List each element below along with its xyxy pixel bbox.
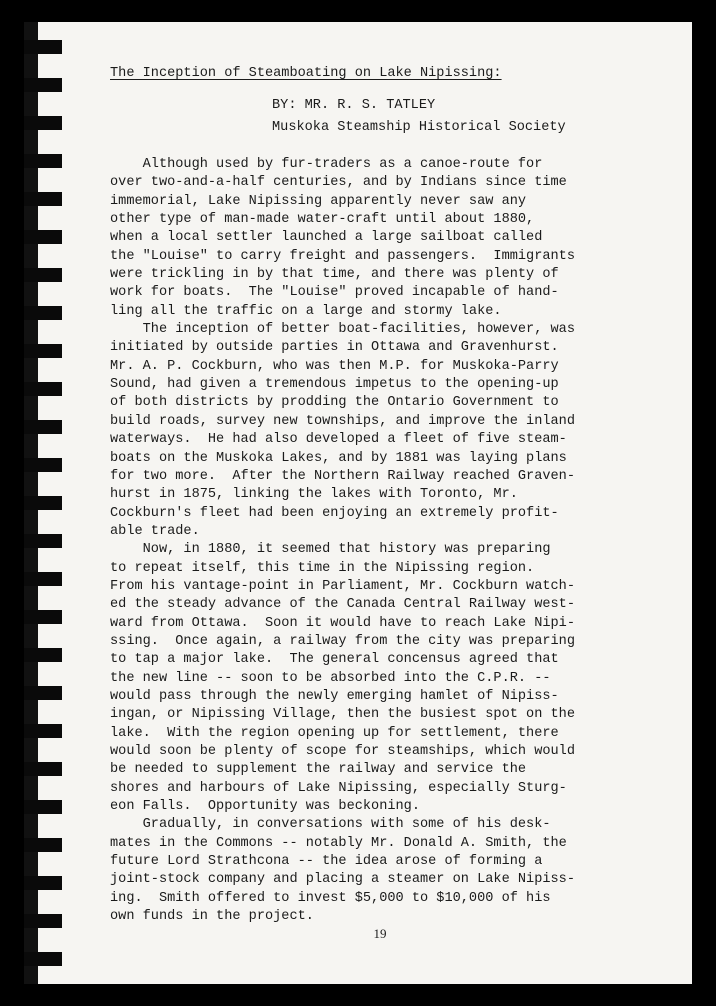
body-line: ling all the traffic on a large and stormy lake. bbox=[110, 303, 502, 319]
binding-tab bbox=[24, 572, 62, 586]
body-line: the "Louise" to carry freight and passengers. Immigrants bbox=[110, 248, 575, 264]
body-line: be needed to supplement the railway and service the bbox=[110, 762, 527, 778]
binding-tab bbox=[24, 458, 62, 472]
body-line: Sound, had given a tremendous impetus to the opening-up bbox=[110, 377, 559, 393]
body-line: would pass through the newly emerging hamlet of Nipiss- bbox=[110, 688, 559, 704]
body-line: able trade. bbox=[110, 523, 200, 539]
body-line: for two more. After the Northern Railway reached Graven- bbox=[110, 468, 575, 484]
binding-tab bbox=[24, 344, 62, 358]
binding-tab bbox=[24, 876, 62, 890]
binding-tab bbox=[24, 914, 62, 928]
body-line: other type of man-made water-craft until about 1880, bbox=[110, 212, 535, 228]
body-line: over two-and-a-half centuries, and by Indians since time bbox=[110, 175, 567, 191]
body-line: boats on the Muskoka Lakes, and by 1881 was laying plans bbox=[110, 450, 567, 466]
body-line: of both districts by prodding the Ontario Government to bbox=[110, 395, 559, 411]
body-line: eon Falls. Opportunity was beckoning. bbox=[110, 799, 420, 815]
body-line: From his vantage-point in Parliament, Mr. Cockburn watch- bbox=[110, 578, 575, 594]
body-line: would soon be plenty of scope for steamships, which would bbox=[110, 744, 575, 759]
body-line: to tap a major lake. The general concensus agreed that bbox=[110, 652, 559, 668]
body-line: waterways. He had also developed a fleet of five steam- bbox=[110, 432, 567, 448]
binding-tab bbox=[24, 154, 62, 168]
author-line: BY: MR. R. S. TATLEY bbox=[272, 98, 436, 113]
body-line: Although used by fur-traders as a canoe-route for bbox=[110, 157, 543, 172]
body-line: Gradually, in conversations with some of his desk- bbox=[110, 817, 551, 833]
body-line: build roads, survey new townships, and improve the inland bbox=[110, 413, 575, 429]
page-number: 19 bbox=[373, 926, 387, 941]
body-line: lake. With the region opening up for settlement, there bbox=[110, 725, 559, 741]
body-line: Cockburn's fleet had been enjoying an extremely profit- bbox=[110, 505, 559, 521]
binding-tab bbox=[24, 230, 62, 244]
body-line: hurst in 1875, linking the lakes with Toronto, Mr. bbox=[110, 487, 518, 503]
body-line: future Lord Strathcona -- the idea arose of forming a bbox=[110, 854, 543, 870]
body-line: ssing. Once again, a railway from the city was preparing bbox=[110, 633, 575, 649]
body-line: shores and harbours of Lake Nipissing, especially Sturg- bbox=[110, 780, 567, 796]
body-line: immemorial, Lake Nipissing apparently never saw any bbox=[110, 193, 527, 209]
body-line: ward from Ottawa. Soon it would have to reach Lake Nipi- bbox=[110, 615, 575, 631]
binding-tab bbox=[24, 268, 62, 282]
binding-tab bbox=[24, 306, 62, 320]
binding-tab bbox=[24, 40, 62, 54]
binding-tab bbox=[24, 496, 62, 510]
binding-tab bbox=[24, 610, 62, 624]
binding-tab bbox=[24, 534, 62, 548]
body-line: were trickling in by that time, and there was plenty of bbox=[110, 267, 559, 283]
body-line: ing. Smith offered to invest $5,000 to $10,000 of his bbox=[110, 890, 551, 906]
binding-tab bbox=[24, 192, 62, 206]
body-line: when a local settler launched a large sailboat called bbox=[110, 230, 543, 246]
body-line: Mr. A. P. Cockburn, who was then M.P. for Muskoka-Parry bbox=[110, 358, 559, 374]
binding-tab bbox=[24, 724, 62, 738]
spiral-binding bbox=[24, 22, 68, 984]
body-line: joint-stock company and placing a steamer on Lake Nipiss- bbox=[110, 872, 575, 888]
binding-tab bbox=[24, 420, 62, 434]
body-line: the new line -- soon to be absorbed into the C.P.R. -- bbox=[110, 670, 551, 686]
article-title: The Inception of Steamboating on Lake Nipissing: bbox=[110, 66, 502, 81]
body-line: The inception of better boat-facilities, however, was bbox=[110, 322, 575, 338]
binding-tab bbox=[24, 78, 62, 92]
binding-tab bbox=[24, 648, 62, 662]
body-line: work for boats. The "Louise" proved incapable of hand- bbox=[110, 285, 559, 301]
body-line: ingan, or Nipissing Village, then the busiest spot on the bbox=[110, 707, 575, 723]
body-line: initiated by outside parties in Ottawa and Gravenhurst. bbox=[110, 340, 559, 356]
binding-tab bbox=[24, 838, 62, 852]
body-line: Now, in 1880, it seemed that history was preparing bbox=[110, 542, 551, 558]
document-page bbox=[24, 22, 692, 984]
body-line: ed the steady advance of the Canada Central Railway west- bbox=[110, 597, 575, 613]
affiliation-line: Muskoka Steamship Historical Society bbox=[272, 120, 566, 135]
body-line: to repeat itself, this time in the Nipissing region. bbox=[110, 560, 535, 576]
binding-tab bbox=[24, 686, 62, 700]
binding-tab bbox=[24, 382, 62, 396]
body-line: own funds in the project. bbox=[110, 909, 314, 925]
binding-tab bbox=[24, 952, 62, 966]
binding-tab bbox=[24, 800, 62, 814]
binding-tab bbox=[24, 762, 62, 776]
article-body bbox=[110, 156, 670, 926]
binding-tab bbox=[24, 116, 62, 130]
body-line: mates in the Commons -- notably Mr. Donald A. Smith, the bbox=[110, 835, 567, 851]
